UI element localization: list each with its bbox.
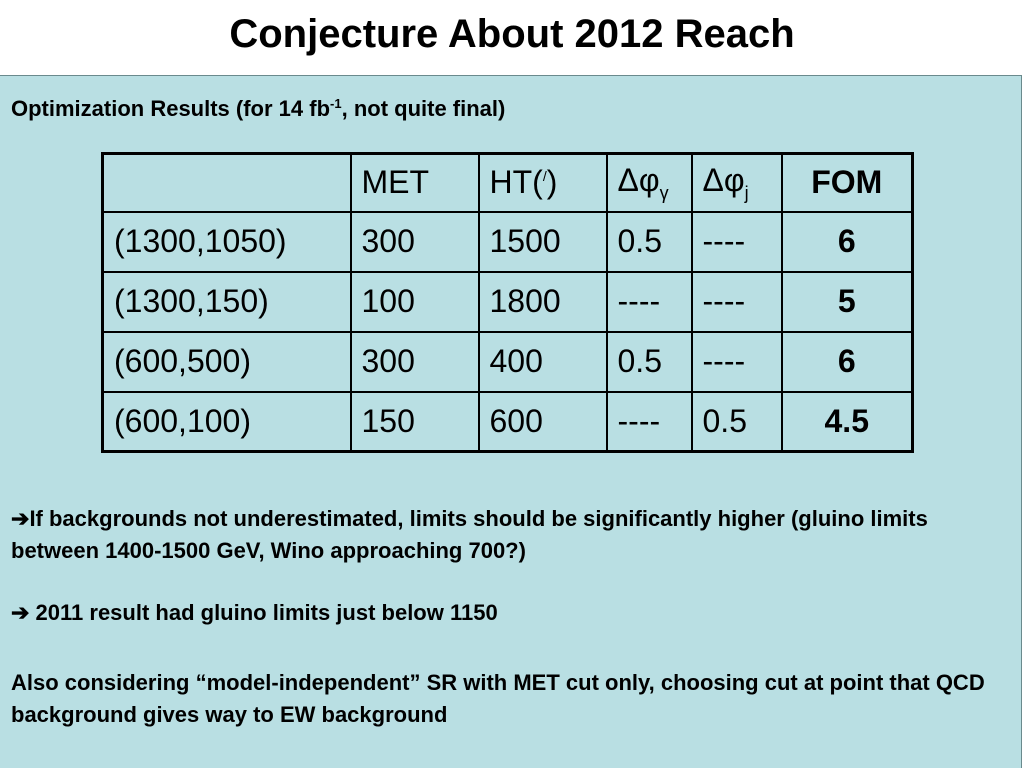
cell-dphi-j: 0.5 — [692, 392, 782, 452]
cell-fom: 5 — [782, 272, 913, 332]
header-empty-cell — [103, 154, 351, 212]
bullet-backgrounds-text: If backgrounds not underestimated, limits should be significantly higher (gluino limits between 1400-1500 GeV, Wino approaching 700?) — [11, 506, 928, 563]
header-dphi-gamma — [607, 154, 692, 212]
header-dphi-j-main: Δφ — [702, 161, 745, 198]
cell-point: (1300,1050) — [103, 212, 351, 272]
cell-point: (600,500) — [103, 332, 351, 392]
cell-fom: 6 — [782, 332, 913, 392]
header-ht — [479, 154, 607, 212]
subtitle-text-after: , not quite final) — [341, 96, 506, 121]
table-header-row — [103, 154, 913, 212]
slide-title: Conjecture About 2012 Reach — [229, 12, 795, 56]
header-ht-sup: / — [542, 168, 547, 185]
table-row — [103, 392, 913, 452]
cell-met: 100 — [351, 272, 479, 332]
subtitle-superscript: -1 — [330, 96, 342, 111]
cell-dphi-j: ---- — [692, 332, 782, 392]
bullet-backgrounds — [11, 503, 1001, 567]
cell-dphi-gamma: 0.5 — [607, 212, 692, 272]
cell-dphi-gamma: ---- — [607, 392, 692, 452]
header-dphi-j-sub: j — [744, 182, 749, 203]
table-row — [103, 272, 913, 332]
cell-dphi-gamma: ---- — [607, 272, 692, 332]
subtitle-text-before: Optimization Results (for 14 fb — [11, 96, 331, 121]
cell-met: 300 — [351, 332, 479, 392]
cell-fom: 6 — [782, 212, 913, 272]
cell-ht: 1800 — [479, 272, 607, 332]
table-row — [103, 212, 913, 272]
cell-ht: 400 — [479, 332, 607, 392]
cell-point: (600,100) — [103, 392, 351, 452]
optimization-results-table — [101, 152, 914, 453]
cell-fom: 4.5 — [782, 392, 913, 452]
header-ht-end: ) — [546, 164, 558, 201]
arrow-icon: ➔ — [11, 600, 30, 625]
arrow-icon: ➔ — [11, 506, 30, 531]
header-dphi-gamma-sub: γ — [659, 182, 669, 203]
cell-ht: 600 — [479, 392, 607, 452]
cell-point: (1300,150) — [103, 272, 351, 332]
cell-dphi-j: ---- — [692, 212, 782, 272]
cell-dphi-gamma: 0.5 — [607, 332, 692, 392]
header-dphi-j — [692, 154, 782, 212]
header-ht-main: HT( — [489, 164, 543, 201]
cell-met: 300 — [351, 212, 479, 272]
header-dphi-gamma-main: Δφ — [617, 161, 660, 198]
cell-dphi-j: ---- — [692, 272, 782, 332]
cell-met: 150 — [351, 392, 479, 452]
model-independent-paragraph: Also considering “model-independent” SR with MET cut only, choosing cut at point that QCD background gives way to EW background — [11, 670, 985, 727]
header-fom: FOM — [782, 154, 913, 212]
header-met: MET — [351, 154, 479, 212]
optimization-subtitle — [11, 96, 505, 122]
table-row — [103, 332, 913, 392]
bullet-2011-result — [11, 597, 1001, 629]
bullet-2011-result-text: 2011 result had gluino limits just below 1150 — [29, 600, 498, 625]
cell-ht: 1500 — [479, 212, 607, 272]
